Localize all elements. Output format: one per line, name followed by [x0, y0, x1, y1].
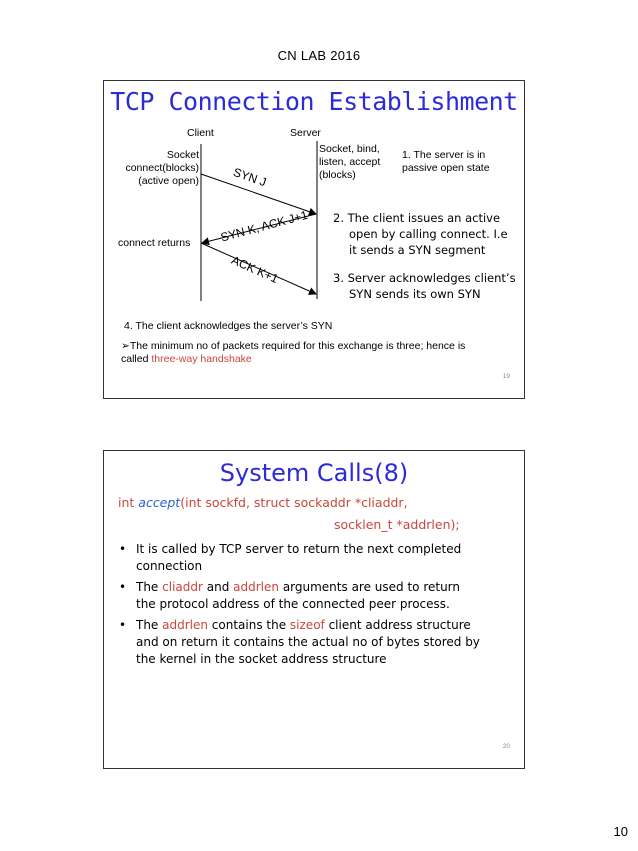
slide-title: System Calls(8)	[219, 459, 409, 487]
step1-text: 1. The server is in passive open state	[402, 149, 490, 174]
step3-text: 3. Server acknowledges client’s SYN sends its own SYN	[333, 271, 516, 301]
slide-number: 20	[502, 743, 510, 750]
ack-label: ACK K+1	[229, 253, 281, 287]
slide-system-calls	[103, 450, 525, 769]
slide-title: TCP Connection Establishment	[110, 87, 518, 116]
bullet-item: • It is called by TCP server to return the next completed connection	[119, 542, 462, 573]
slide-number: 19	[502, 373, 510, 380]
syn-label: SYN J	[231, 165, 269, 190]
slide-tcp-connection	[103, 80, 525, 399]
connect-returns-text: connect returns	[118, 237, 191, 249]
accept-function-name: accept	[138, 495, 181, 510]
page-number: 10	[613, 824, 628, 839]
server-socket-text: Socket, bind, listen, accept (blocks)	[319, 143, 381, 181]
three-way-handshake-term: three-way handshake	[151, 353, 252, 365]
step2-text: 2. The client issues an active open by calling connect. I.e it sends a SYN segment	[333, 211, 508, 257]
handshake-note: ➢The minimum no of packets required for this exchange is three; hence is called three-way handshake	[121, 340, 466, 365]
accept-signature-line2: socklen_t *addrlen);	[334, 517, 460, 532]
server-label: Server	[290, 127, 321, 139]
bullet-list	[116, 541, 516, 672]
syn-ack-label: SYN K, ACK J+1	[219, 207, 310, 245]
client-socket-text: Socket connect(blocks) (active open)	[125, 149, 199, 187]
accept-signature-line1: int accept(int sockfd, struct sockaddr *cliaddr,	[118, 495, 408, 510]
arrow-bullet: ➢	[121, 340, 130, 352]
client-label: Client	[187, 127, 214, 139]
document-header: CN LAB 2016	[277, 48, 361, 63]
bullet-item: • The addrlen contains the sizeof client address structure and on return it contains the actual no of bytes stored by the kernel in the socket address structure	[119, 618, 480, 666]
step4-text: 4. The client acknowledges the server’s SYN	[124, 320, 333, 332]
bullet-item: • The cliaddr and addrlen arguments are used to return the protocol address of the connected peer process.	[119, 580, 461, 611]
